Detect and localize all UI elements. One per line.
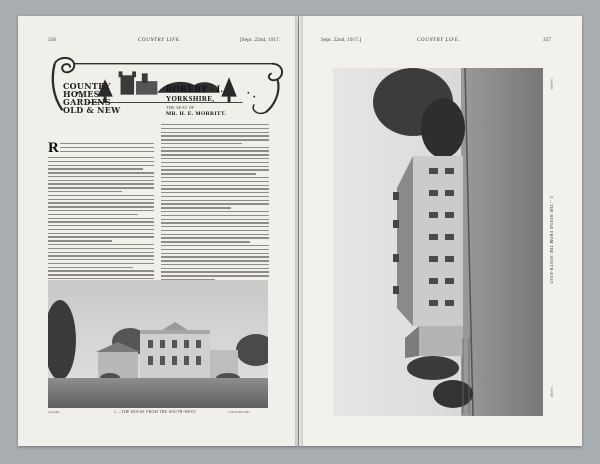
photo-house-south-east — [333, 68, 543, 416]
text-column-1 — [48, 142, 154, 292]
photo-2-credit-top: Copyright — [550, 78, 553, 90]
photo-1-caption: 1.—THE HOUSE FROM THE SOUTH-WEST. — [114, 410, 197, 414]
photo-house-south-west — [48, 280, 268, 408]
series-title — [63, 82, 120, 114]
page-gutter — [295, 16, 303, 446]
photo-1-credit-right: "COUNTRY LIFE." — [228, 411, 251, 414]
right-page-number: 357 — [543, 38, 552, 43]
series-title-line-3: GARDENS — [63, 97, 111, 107]
article-title: ROKEBY - I. — [166, 84, 224, 94]
series-title-line-4: OLD & NEW — [63, 105, 121, 115]
left-page-number: 356 — [48, 38, 57, 43]
left-running-title: COUNTRY LIFE. — [138, 38, 182, 43]
photo-2-caption: 2.—THE HOUSE FROM THE SOUTH-EAST. — [549, 196, 553, 286]
right-running-title: COUNTRY LIFE. — [417, 38, 461, 43]
magazine-spread — [16, 16, 586, 448]
drop-cap: R — [48, 140, 59, 156]
series-title-line-2: HOMES — [63, 89, 100, 99]
photo-1-credit-left: Copyright — [48, 411, 60, 414]
photo-2-credit-bottom: Copyright — [550, 386, 553, 398]
series-title-line-1: COUNTRY — [63, 81, 111, 91]
article-seat-of: THE SEAT OF — [166, 105, 195, 110]
text-column-1-lines-top — [60, 143, 154, 154]
article-owner: MR. H. E. MORRITT. — [166, 111, 227, 117]
article-county: YORKSHIRE, — [166, 95, 215, 103]
right-page — [299, 16, 582, 446]
text-column-2 — [161, 124, 269, 283]
left-page — [18, 16, 298, 446]
left-date: [Sept. 22nd, 1917. — [240, 38, 281, 43]
right-date: Sept. 22nd, 1917.] — [321, 38, 362, 43]
text-column-1-lines — [48, 157, 154, 286]
